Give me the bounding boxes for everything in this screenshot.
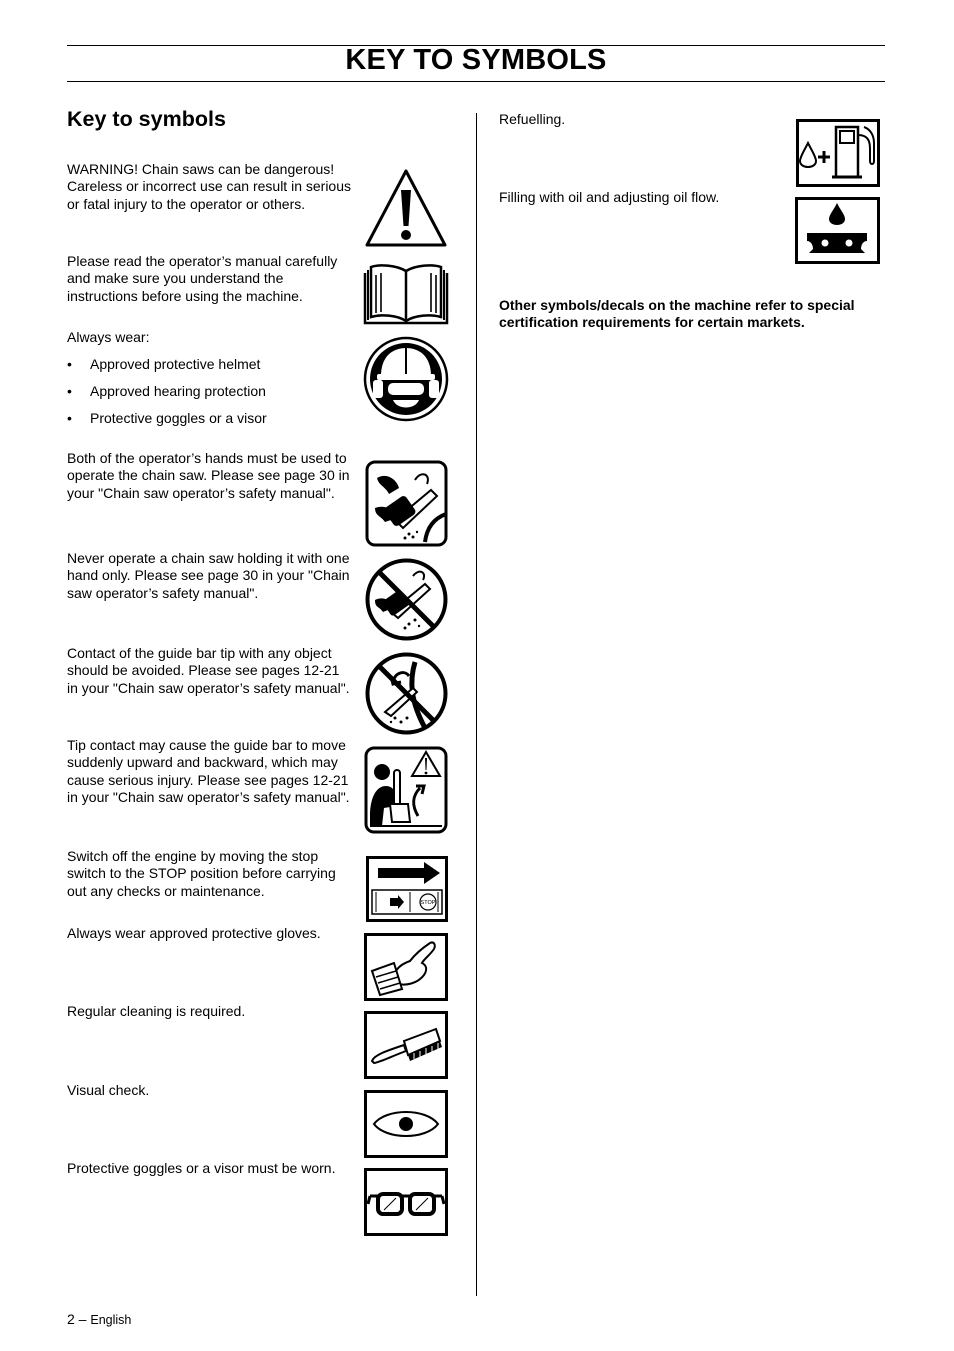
stop-switch-text: Switch off the engine by moving the stop switch to the STOP position before carrying out any checks or maintenance.: [67, 848, 336, 899]
bullet-goggles-text: Protective goggles or a visor: [90, 410, 267, 426]
refuelling-text: Refuelling.: [499, 111, 566, 127]
warning-triangle-icon: [364, 168, 448, 248]
column-divider: [476, 113, 477, 1296]
bullet-hearing-text: Approved hearing protection: [90, 383, 266, 399]
goggles-icon: [364, 1168, 448, 1236]
fuel-pump-icon: [796, 119, 880, 187]
two-hands-text: Both of the operator’s hands must be used to operate the chain saw. Please see page 30 in your "Chain saw operator’s safety manual".: [67, 450, 350, 501]
gloves-text: Always wear approved protective gloves.: [67, 925, 321, 941]
title-underline: [67, 81, 885, 82]
page-title: KEY TO SYMBOLS: [345, 44, 607, 76]
no-one-hand-icon: [365, 558, 448, 641]
goggles-text: Protective goggles or a visor must be worn.: [67, 1160, 336, 1176]
oil-fill-text: Filling with oil and adjusting oil flow.: [499, 189, 720, 205]
always-wear-text: Always wear:: [67, 329, 150, 345]
kickback-text: Tip contact may cause the guide bar to move suddenly upward and backward, which may cause serious injury. Please see pages 12-21 in your "Chain saw operator’s safety manual".: [67, 737, 350, 805]
eye-icon: [364, 1090, 448, 1158]
helmet-ear-protection-goggles-icon: [363, 336, 449, 422]
warning-text: WARNING! Chain saws can be dangerous! Careless or incorrect use can result in serious or fatal injury to the operator or others.: [67, 161, 352, 212]
page-number: 2 –: [67, 1311, 87, 1327]
page-footer: [67, 1311, 131, 1327]
visual-check-text: Visual check.: [67, 1082, 150, 1098]
one-hand-text: Never operate a chain saw holding it with one hand only. Please see page 30 in your "Chain saw operator’s safety manual".: [67, 550, 350, 601]
read-manual-text: Please read the operator’s manual carefully and make sure you understand the instructions before using the machine.: [67, 253, 338, 304]
bullet-marker: •: [67, 383, 72, 399]
stop-label: STOP: [420, 900, 436, 906]
bullet-marker: •: [67, 410, 72, 426]
brush-icon: [364, 1011, 448, 1079]
stop-switch-icon: [366, 856, 448, 922]
no-tip-contact-icon: [365, 652, 448, 735]
glove-icon: [364, 933, 448, 1001]
bullet-helmet-text: Approved protective helmet: [90, 356, 261, 372]
oil-chain-icon: [795, 197, 880, 264]
kickback-warning-icon: [364, 746, 448, 834]
bullet-marker: •: [67, 356, 72, 372]
open-book-icon: [363, 261, 449, 325]
other-symbols-note: Other symbols/decals on the machine refer to special certification requirements for certain markets.: [499, 297, 855, 331]
cleaning-text: Regular cleaning is required.: [67, 1003, 246, 1019]
tip-contact-text: Contact of the guide bar tip with any object should be avoided. Please see pages 12-21 in your "Chain saw operator’s safety manual".: [67, 645, 350, 696]
footer-language: English: [90, 1313, 132, 1327]
section-heading: Key to symbols: [67, 107, 226, 131]
two-hands-chainsaw-icon: [365, 460, 448, 547]
